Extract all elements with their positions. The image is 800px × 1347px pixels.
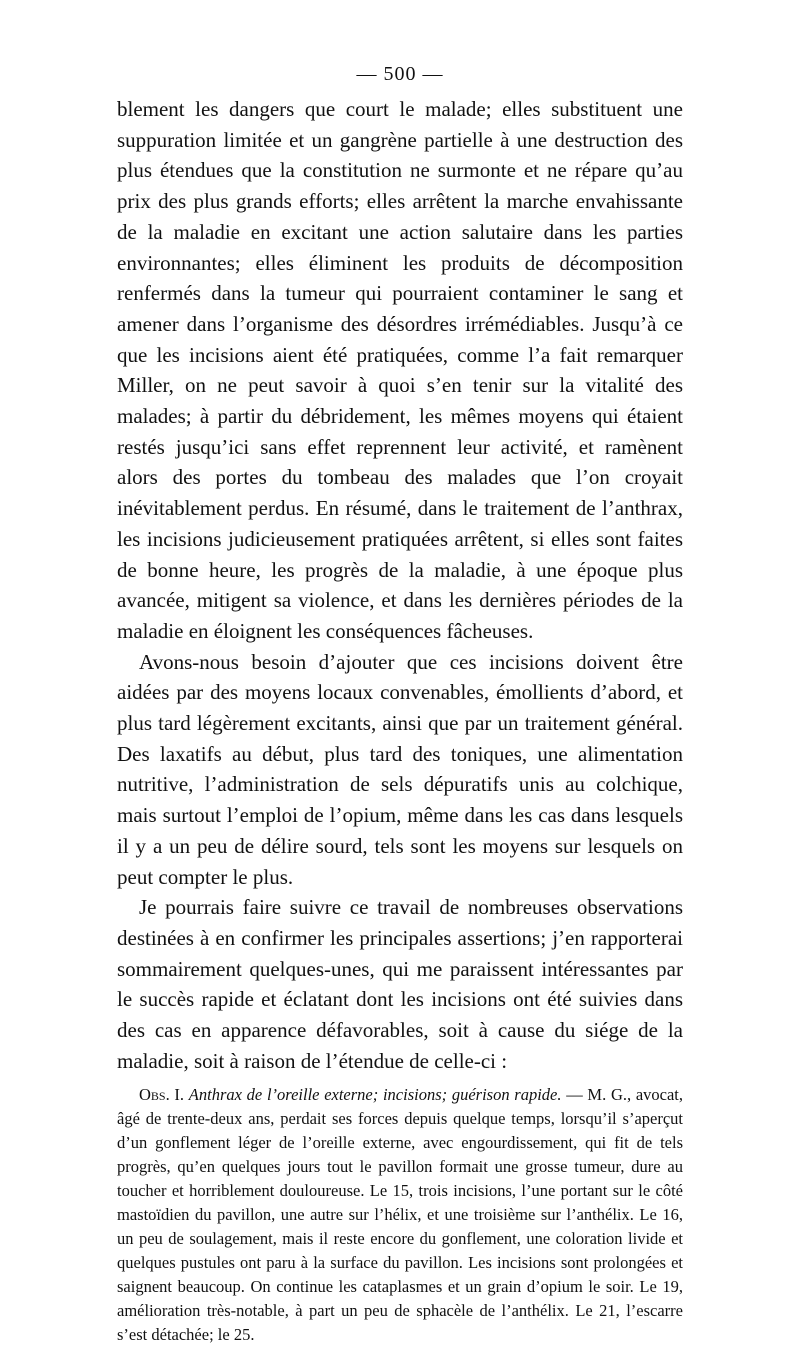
- observation-text: — M. G., avocat, âgé de trente-deux ans, perdait ses forces depuis quelque temps, lorsqu’il s’aperçut d’un gonflement léger de l’oreille externe, avec engourdissement, qui fit de tels progrès, qu’en quelques jours tout le pavillon formait une grosse tumeur, dure au toucher et horriblement douloureuse. Le 15, trois incisions, l’une portant sur le côté mastoïdien du pavillon, une autre sur l’hélix, et une troisième sur l’anthélix. Le 16, un peu de soulagement, mais il reste encore du gonflement, une coloration livide et quelques pustules ont paru à la surface du pavillon. Les incisions sont prolongées et saignent beaucoup. On continue les cataplasmes et un grain d’opium le soir. Le 19, amélioration très-notable, à part un peu de sphacèle de l’anthélix. Le 21, l’escarre s’est détachée; le 25.: [117, 1084, 684, 1344]
- observation-label: Obs. I.: [139, 1084, 185, 1104]
- observation-title: Anthrax de l’oreille externe; incisions; guérison rapide.: [188, 1084, 562, 1104]
- observation-note: [117, 1083, 683, 1347]
- page-body: [117, 94, 683, 1347]
- paragraph-2: Avons-nous besoin d’ajouter que ces incisions doivent être aidées par des moyens locaux convenables, émollients d’abord, et plus tard légèrement excitants, ainsi que par un traitement général. Des laxatifs au début, plus tard des toniques, une alimentation nutritive, l’administration de sels dépuratifs unis au colchique, mais surtout l’emploi de l’opium, même dans les cas dans lesquels il y a un peu de délire sourd, tels sont les moyens sur lesquels on peut compter le plus.: [117, 649, 683, 889]
- paragraph-1: blement les dangers que court le malade; elles substituent une suppuration limitée et un gangrène partielle à une destruction des plus étendues que la constitution ne surmonte et ne répare qu’au prix des plus grands efforts; elles arrêtent la marche envahissante de la maladie en excitant une action salutaire dans les parties environnantes; elles éliminent les produits de décomposition renfermés dans la tumeur qui pourraient contaminer le sang et amener dans l’organisme des désordres irrémédiables. Jusqu’à ce que les incisions aient été pratiquées, comme l’a fait remarquer Miller, on ne peut savoir à quoi s’en tenir sur la vitalité des malades; à partir du débridement, les mêmes moyens qui étaient restés jusqu’ici sans effet reprennent leur activité, et ramènent alors des portes du tombeau des malades que l’on croyait inévitablement perdus. En résumé, dans le traitement de l’anthrax, les incisions judicieusement pratiquées arrêtent, si elles sont faites de bonne heure, les progrès de la maladie, à une époque plus avancée, mitigent sa violence, et dans les dernières périodes de la maladie en éloignent les conséquences fâcheuses.: [117, 97, 683, 643]
- page-number: — 500 —: [356, 63, 444, 85]
- paragraph-3: Je pourrais faire suivre ce travail de nombreuses observations destinées à en confirmer les principales assertions; j’en rapporterai sommairement quelques-unes, qui me paraissent intéressantes par le succès rapide et éclatant dont les incisions ont été suivies dans des cas en apparence défavorables, soit à cause du siége de la maladie, soit à raison de l’étendue de celle-ci :: [117, 895, 683, 1073]
